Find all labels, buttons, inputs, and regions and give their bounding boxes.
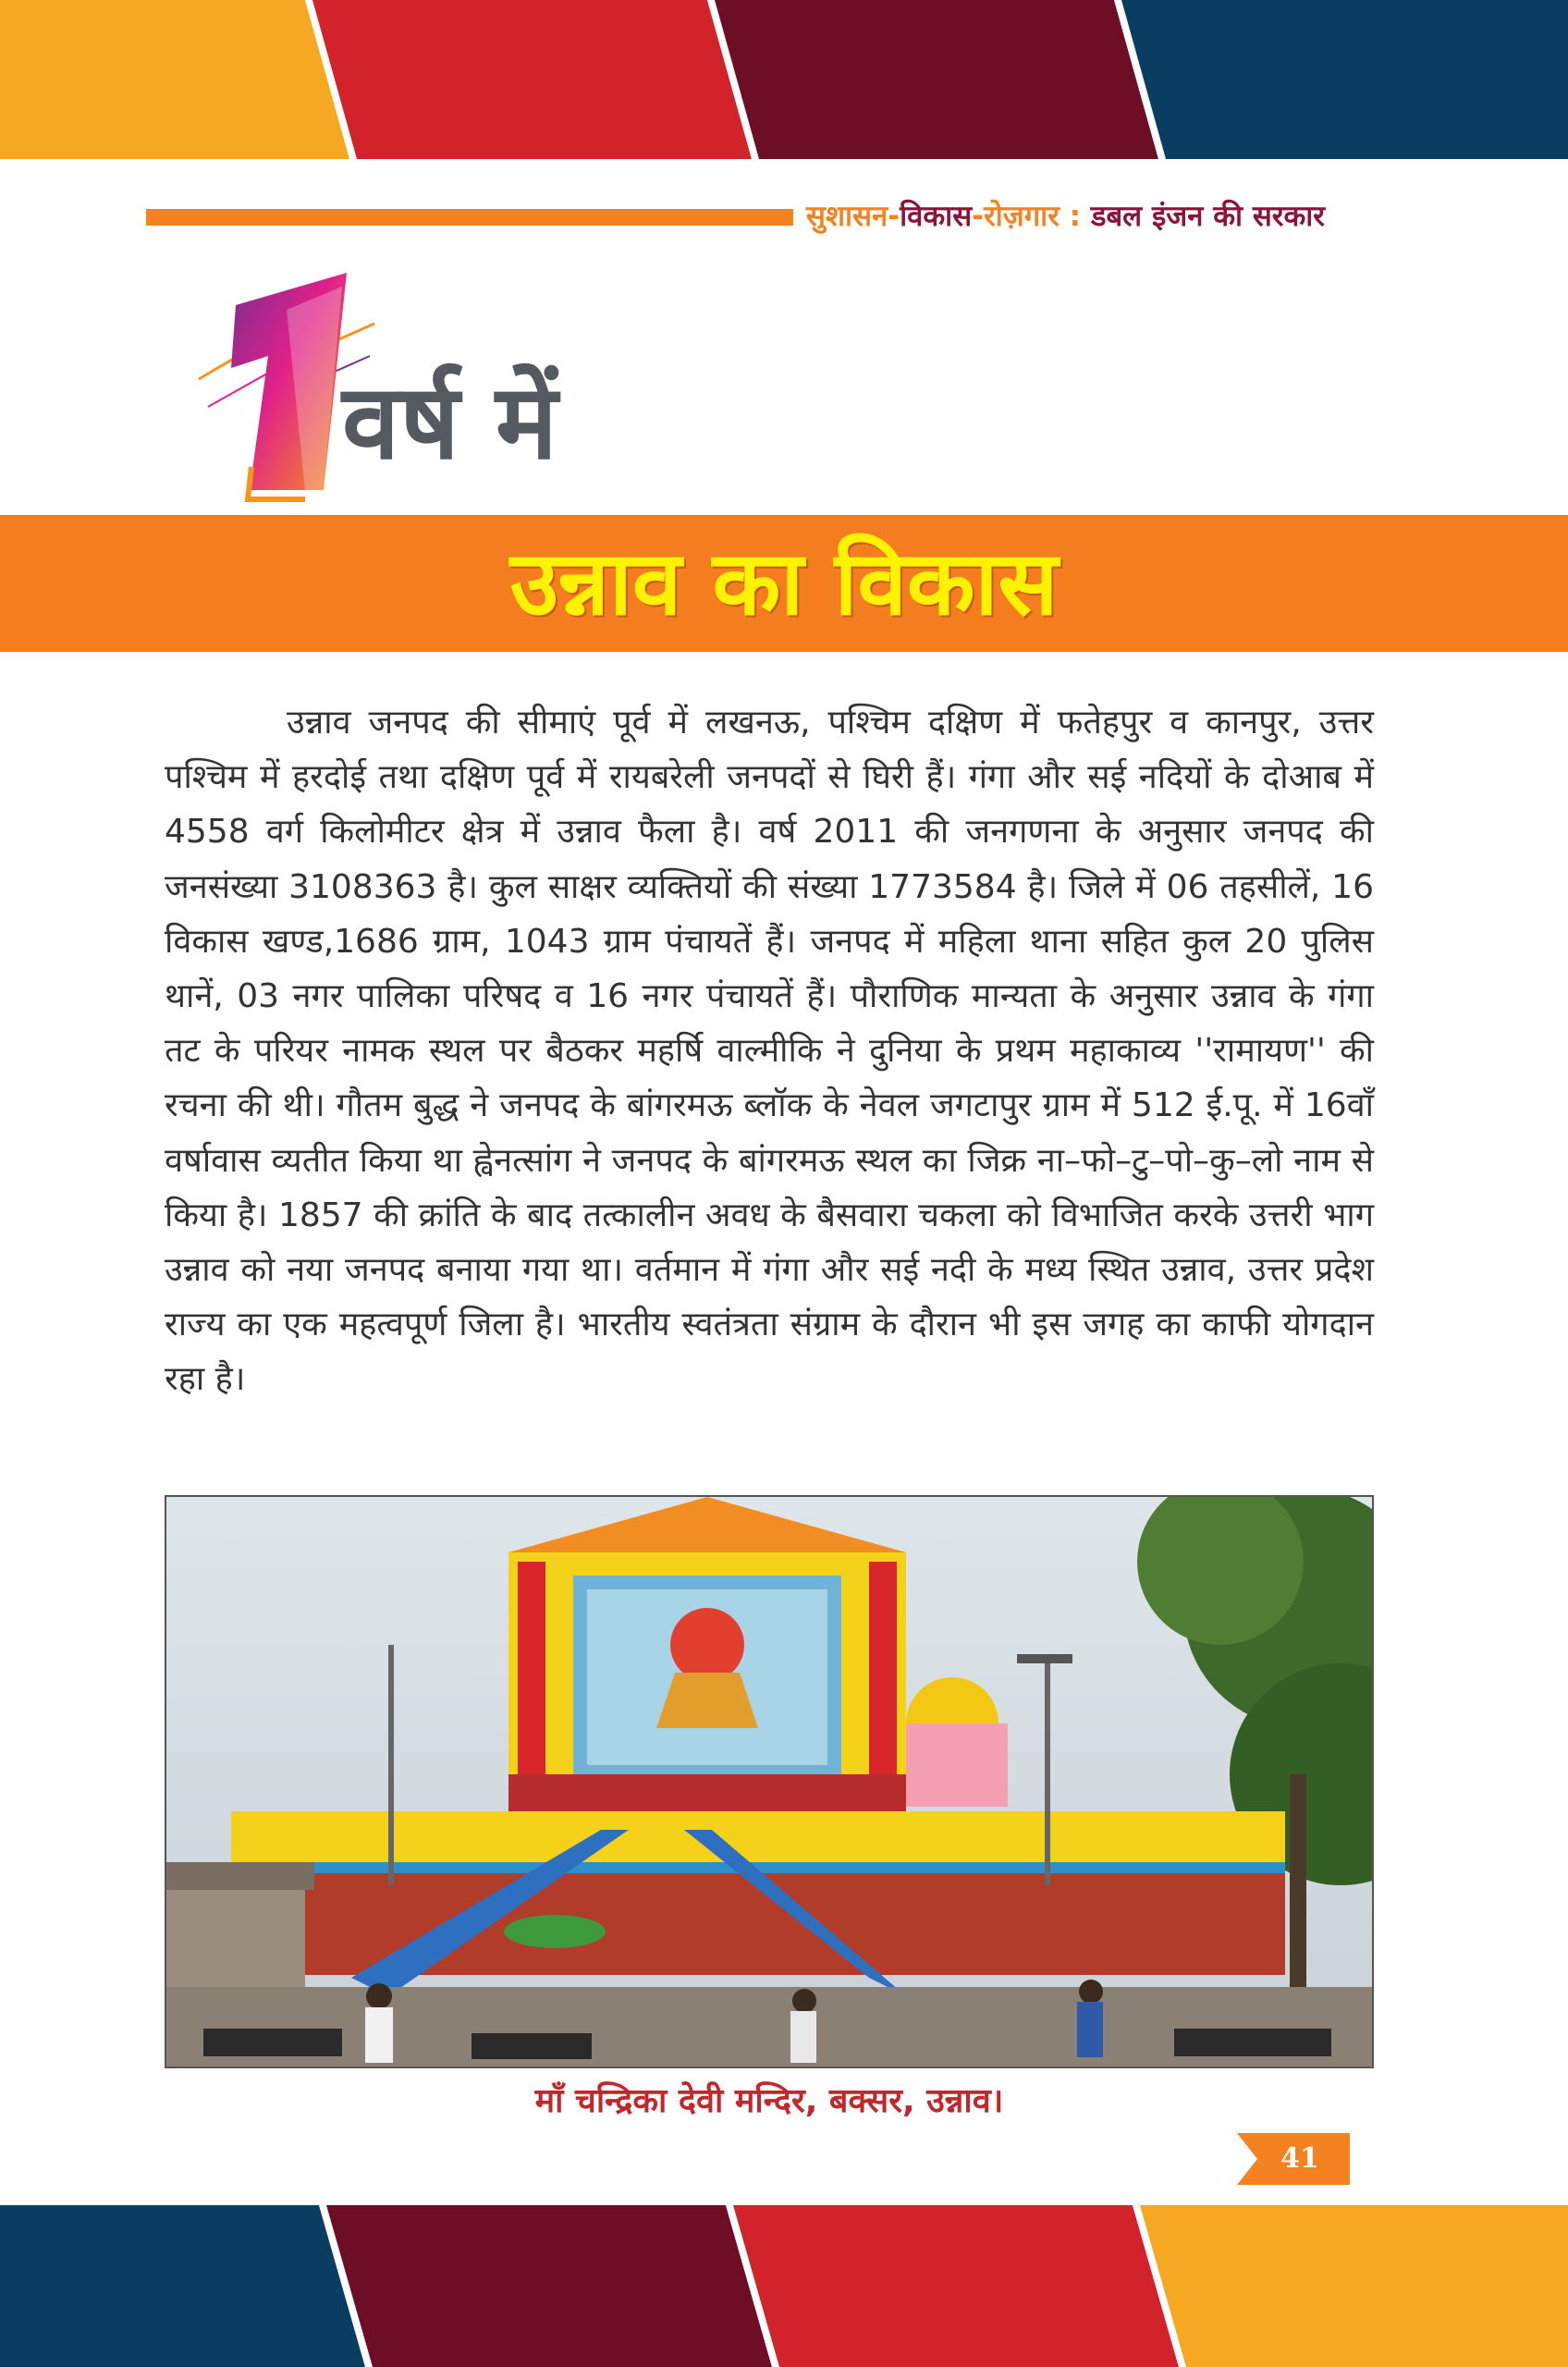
- tagline-part: -रोज़गार :: [972, 200, 1091, 233]
- page-title: उन्नाव का विकास: [509, 532, 1059, 635]
- page-number: 41: [1280, 2142, 1319, 2175]
- header-rule: [146, 209, 793, 226]
- tagline-part: विकास: [900, 200, 973, 233]
- body-paragraph: उन्नाव जनपद की सीमाएं पूर्व में लखनऊ, पश्चिम दक्षिण में फतेहपुर व कानपुर, उत्तर पश्चिम में हरदोई तथा दक्षिण पूर्व में रायबरेली जनपदों से घिरी हैं। गंगा और सई नदियों के दोआब में 4558 वर्ग किलोमीटर क्षेत्र में उन्नाव फैला है। वर्ष 2011 की जनगणना के अनुसार जनपद की जनसंख्या 3108363 है। कुल साक्षर व्यक्तियों की संख्या 1773584 है। जिले में 06 तहसीलें, 16 विकास खण्ड,1686 ग्राम, 1043 ग्राम पंचायतें हैं। जनपद में महिला थाना सहित कुल 20 पुलिस थानें, 03 नगर पालिका परिषद व 16 नगर पंचायतें हैं। पौराणिक मान्यता के अनुसार उन्नाव के गंगा तट के परियर नामक स्थल पर बैठकर महर्षि वाल्मीकि ने दुनिया के प्रथम महाकाव्य ''रामायण'' की रचना की थी। गौतम बुद्ध ने जनपद के बांगरमऊ ब्लॉक के नेवल जगटापुर ग्राम में 512 ई.पू. में 16वाँ वर्षावास व्यतीत किया था ह्वेनत्सांग ने जनपद के बांगरमऊ स्थल का जिक्र ना–फो–टु–पो–कु–लो नाम से किया है। 1857 की क्रांति के बाद तत्कालीन अवध के बैसवारा चकला को विभाजित करके उत्तरी भाग उन्नाव को नया जनपद बनाया गया था। वर्तमान में गंगा और सई नदी के मध्य स्थित उन्नाव, उत्तर प्रदेश राज्य का एक महत्वपूर्ण जिला है। भारतीय स्वतंत्रता संग्राम के दौरान भी इस जगह का काफी योगदान रहा है।: [165, 704, 1374, 1399]
- temple-photo: [165, 1495, 1374, 2068]
- header-tagline: [806, 196, 1342, 237]
- title-bar: [0, 515, 1568, 652]
- bottom-color-band: [0, 2205, 1568, 2367]
- top-color-band: [0, 0, 1568, 159]
- tagline-part: सुशासन-: [806, 200, 900, 233]
- temple-photo-icon: [166, 1497, 1372, 2067]
- photo-caption: माँ चन्द्रिका देवी मन्दिर, बक्सर, उन्नाव।: [534, 2082, 1004, 2120]
- tagline-part: डबल इंजन की सरकार: [1090, 200, 1325, 233]
- badge-word: वर्ष में: [342, 362, 557, 483]
